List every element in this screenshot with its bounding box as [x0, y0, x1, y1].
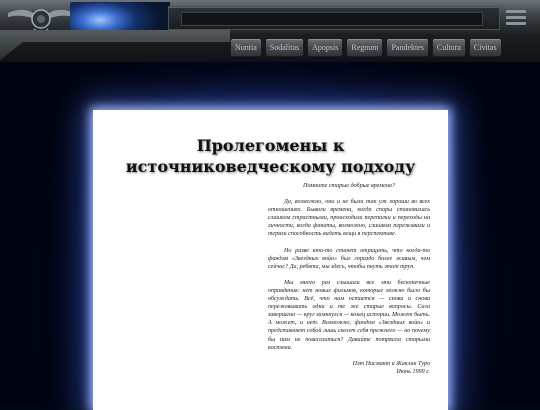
- epigraph-paragraph: Помните старые добрые времена?: [303, 183, 395, 189]
- nav-item-sodalitas[interactable]: Sodalitas: [265, 38, 304, 57]
- epigraph-paragraph: Но разве кто-то станет отрицать, что когда-то фандом «Звездных войн» был гораздо более живым, чем сейчас? Да, ребята, мы здесь, чтобы пнуть этот труп.: [268, 247, 430, 270]
- nav-item-regnum[interactable]: Regnum: [346, 38, 383, 57]
- article-title: Пролегомены к источниковедческому подходу: [125, 135, 416, 176]
- article-epigraph: [268, 182, 430, 376]
- nav-item-civitas[interactable]: Civitas: [469, 38, 502, 57]
- menu-icon[interactable]: [506, 10, 526, 26]
- nav-item-pandektes[interactable]: Pandektes: [386, 38, 428, 57]
- nav-item-nuntia[interactable]: Nuntia: [230, 38, 262, 57]
- nav-item-apopsis[interactable]: Apopsis: [307, 38, 343, 57]
- epigraph-paragraph: Мы много раз слышали все эти бесконечные оправдания: нет новых фильмов, которые можно было бы обсуждать. Всё, что нам остается — снова и снова пережевывать одни и те же старые вопросы. Сага завершена — круг замкнулся — конец истории. Может быть. А может, и нет. Возможно, фандом «Звездных войн» и представляет собой лишь скелет себя прежнего — но почему бы нам не повеселиться? Давайте потрясем старыми костями.: [268, 279, 430, 351]
- nav-item-cultura[interactable]: Cultura: [432, 38, 466, 57]
- article-page: [93, 110, 448, 410]
- epigraph-signature: Пэт Нисмант и Жаклин Туро: [352, 360, 430, 367]
- header-tech-panel: [168, 6, 500, 30]
- epigraph-date: Июнь 1999 г.: [396, 368, 430, 375]
- main-navigation: [230, 38, 536, 58]
- epigraph-paragraph: Да, возможно, они и не были так уж хороши во всех отношениях. Бывали времена, когда споры становились слишком страстными, происходили перепалки и переходы на личности, когда фанаты, возможно, слишком переживали и теряли способность видеть вещи в перспективе.: [268, 199, 430, 238]
